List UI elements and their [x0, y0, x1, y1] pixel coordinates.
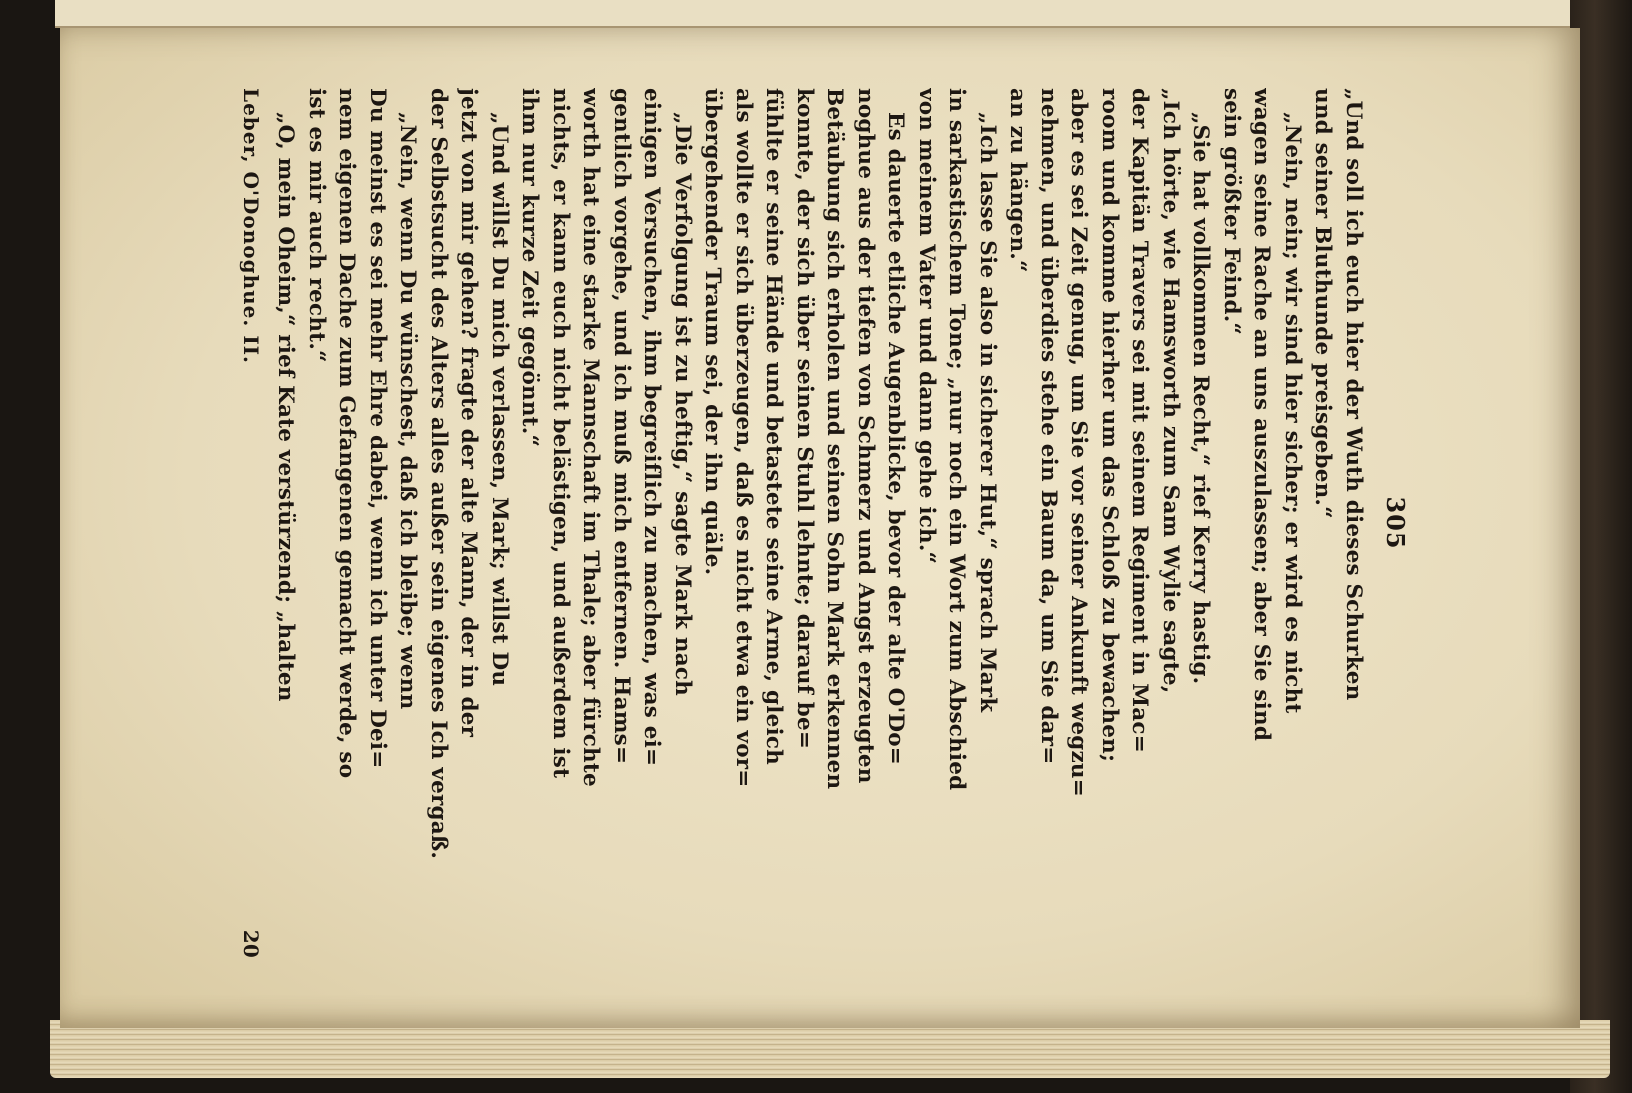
text-line: der Kapitän Travers sei mit seinem Regiment in Mac=	[1127, 88, 1153, 753]
text-line: gentlich vorgehe, und ich muß mich entfernen. Hams=	[609, 88, 634, 765]
text-line: „O, mein Oheim,“ rief Kate verstürzend; „halten	[273, 112, 299, 702]
text-line: sein größter Feind.“	[1219, 88, 1244, 335]
text-line: einigen Versuchen, ihm begreiflich zu machen, was ei=	[639, 88, 665, 767]
page-text-block	[236, 88, 1410, 958]
print-signature: Leber, O'Donoghue. II.	[239, 88, 263, 365]
text-line: nehmen, und überdies stehe ein Baum da, um Sie dar=	[1036, 88, 1061, 765]
page-edges	[50, 1020, 1610, 1078]
text-line: wagen seine Rache an uns auszulassen; aber Sie sind	[1249, 88, 1275, 742]
text-line: room und komme hierher um das Schloß zu bewachen;	[1097, 88, 1122, 763]
text-line: und seiner Bluthunde preisgeben.“	[1310, 88, 1336, 519]
text-line: übergehender Traum sei, der ihn quäle.	[700, 88, 726, 576]
text-line: nichts, er kann euch nicht belästigen, und außerdem ist	[548, 88, 573, 779]
text-line: an zu hängen.“	[1005, 88, 1031, 273]
sheet-number: 20	[239, 929, 263, 958]
text-line: der Selbstsucht des Alters alles außer sein eigenes Ich vergaß.	[426, 88, 451, 860]
text-line: „Die Verfolgung ist zu heftig,“ sagte Mark nach	[670, 112, 695, 696]
text-line: Betäubung sich erholen und seinen Sohn Mark erkennen	[822, 88, 848, 790]
text-line: in sarkastischem Tone; „nur noch ein Wort zum Abschied	[944, 88, 970, 791]
text-line: nem eigenen Dache zum Gefangenen gemacht werde, so	[334, 88, 360, 779]
text-line: Es dauerte etliche Augenblicke, bevor der alte O'Do=	[883, 112, 909, 765]
text-line: ist es mir auch recht.“	[304, 88, 329, 363]
text-line: Du meinst es sei mehr Ehre dabei, wenn ich unter Dei=	[365, 88, 390, 769]
text-line: „Sie hat vollkommen Recht,“ rief Kerry hastig.	[1188, 112, 1214, 685]
text-line: ihm nur kurze Zeit gegönnt.“	[517, 88, 543, 448]
text-line: „Ich hörte, wie Hamsworth zum Sam Wylie sagte,	[1158, 88, 1183, 694]
text-line: fühlte er seine Hände und betastete seine Arme, gleich	[761, 88, 787, 765]
facing-page-edge	[55, 0, 1595, 28]
book-page	[60, 28, 1580, 1028]
text-line: „Nein, wenn Du wünschest, daß ich bleibe; wenn	[395, 112, 421, 710]
text-line: worth hat eine starke Mannschaft im Thale; aber fürchte	[578, 88, 604, 787]
text-line: noghue aus der tiefen von Schmerz und Angst erzeugten	[853, 88, 878, 784]
text-line: „Und soll ich euch hier der Wuth dieses Schurken	[1341, 88, 1366, 701]
text-line: von meinem Vater und dann gehe ich.“	[914, 88, 939, 565]
page-footer	[236, 88, 266, 958]
text-line: „Nein, nein; wir sind hier sicher; er wird es nicht	[1280, 112, 1305, 714]
text-line: als wollte er sich überzeugen, daß es nicht etwa ein vor=	[731, 88, 756, 788]
text-lines	[270, 88, 1368, 958]
text-line: „Und willst Du mich verlassen, Mark; willst Du	[487, 112, 512, 687]
text-line: jetzt von mir gehen? fragte der alte Mann, der in der	[456, 88, 482, 738]
text-line: „Ich lasse Sie also in sicherer Hut,“ sprach Mark	[975, 112, 1000, 713]
text-line: konnte, der sich über seinen Stuhl lehnte; darauf be=	[792, 88, 817, 750]
text-line: aber es sei Zeit genug, um Sie vor seiner Ankunft wegzu=	[1066, 88, 1092, 797]
page-number: 305	[1381, 496, 1410, 550]
